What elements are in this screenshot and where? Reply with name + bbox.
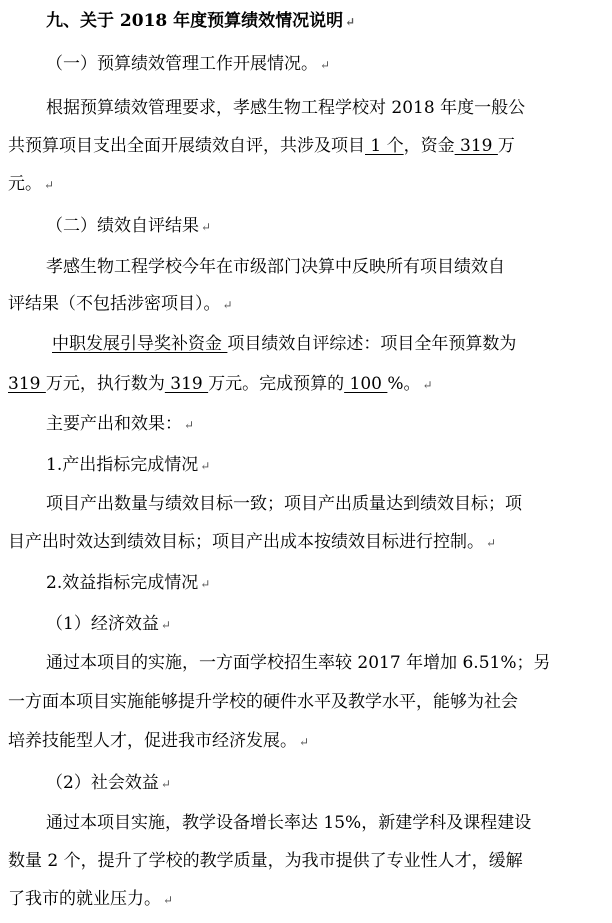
- paragraph-mark: ↵: [184, 418, 195, 432]
- text-run: 通过本项目实施，教学设备增长率达 15%，新建学科及课程建设: [46, 813, 532, 833]
- paragraph-line: [46, 96, 612, 120]
- text-run: 共预算项目支出全面开展绩效自评，共涉及项目: [8, 136, 365, 156]
- item-title: [46, 771, 612, 796]
- paragraph-mark: ↵: [160, 618, 171, 632]
- paragraph-mark: ↵: [200, 459, 211, 473]
- text-run: 了我市的就业压力。: [8, 889, 161, 909]
- paragraph-line: [8, 729, 612, 754]
- paragraph-mark: ↵: [44, 178, 55, 192]
- item-title: [46, 612, 612, 637]
- text-run: 评结果（不包括涉密项目）。: [8, 294, 221, 314]
- paragraph-line: [46, 255, 612, 279]
- subsection-title-text: （一）预算绩效管理工作开展情况。: [46, 54, 318, 74]
- item-title: [46, 571, 612, 596]
- paragraph-line: [8, 887, 612, 912]
- text-run: ，资金: [403, 136, 455, 156]
- paragraph-line: [8, 690, 612, 714]
- paragraph-line: [46, 811, 612, 835]
- paragraph-line: [52, 332, 612, 356]
- heading-text: 九、关于 2018 年度预算绩效情况说明: [46, 11, 344, 31]
- paragraph-line: [8, 134, 612, 158]
- text-run: 2.效益指标完成情况: [46, 573, 199, 593]
- project-count: 1 个: [365, 136, 404, 156]
- text-run: （2）社会效益: [46, 773, 159, 793]
- text-run: 项目绩效自评综述：项目全年预算数为: [227, 334, 517, 354]
- subsection-title-2: [46, 214, 612, 239]
- text-run: 一方面本项目实施能够提升学校的硬件水平及教学水平，能够为社会: [8, 692, 518, 712]
- executed-amount: 319: [164, 374, 209, 394]
- paragraph-line: [46, 492, 612, 516]
- subsection-title-1: [46, 52, 612, 77]
- text-run: （1）经济效益: [46, 614, 159, 634]
- text-run: 万: [497, 136, 515, 156]
- budget-amount: 319: [8, 374, 46, 394]
- paragraph-mark: ↵: [160, 777, 171, 791]
- text-run: 1.产出指标完成情况: [46, 455, 199, 475]
- text-run: 元。: [8, 174, 42, 194]
- paragraph-mark: ↵: [200, 577, 211, 591]
- text-run: %。: [387, 374, 421, 394]
- item-title: [46, 453, 612, 478]
- text-run: 目产出时效达到绩效目标；项目产出成本按绩效目标进行控制。: [8, 532, 484, 552]
- section-heading: [46, 9, 612, 34]
- completion-rate: 100: [344, 374, 388, 394]
- paragraph-line: [46, 651, 612, 675]
- text-run: 万元。完成预算的: [208, 374, 345, 394]
- paragraph-mark: ↵: [163, 893, 174, 907]
- paragraph-line: [8, 849, 612, 873]
- paragraph-mark: ↵: [486, 536, 497, 550]
- text-run: 通过本项目的实施，一方面学校招生率较 2017 年增加 6.51%；另: [46, 653, 551, 673]
- paragraph-mark: ↵: [222, 298, 233, 312]
- text-run: 孝感生物工程学校今年在市级部门决算中反映所有项目绩效自: [46, 257, 505, 277]
- text-run: 培养技能型人才，促进我市经济发展。: [8, 731, 297, 751]
- paragraph-mark: ↵: [299, 735, 310, 749]
- funds-amount: 319: [454, 136, 498, 156]
- paragraph-mark: ↵: [345, 15, 356, 29]
- paragraph-line: [8, 172, 612, 197]
- paragraph-mark: ↵: [201, 220, 212, 234]
- paragraph-mark: ↵: [422, 378, 433, 392]
- text-run: 主要产出和效果：: [46, 414, 182, 434]
- project-name: 中职发展引导奖补资金: [52, 334, 228, 354]
- text-run: 根据预算绩效管理要求，孝感生物工程学校对 2018 年度一般公: [46, 98, 526, 118]
- subsection-title-text: （二）绩效自评结果: [46, 216, 199, 236]
- paragraph-line: [8, 372, 612, 397]
- paragraph-line: [46, 412, 612, 437]
- text-run: 数量 2 个，提升了学校的教学质量，为我市提供了专业性人才，缓解: [8, 851, 523, 871]
- paragraph-line: [8, 292, 612, 317]
- text-run: 万元，执行数为: [45, 374, 165, 394]
- paragraph-line: [8, 530, 612, 555]
- paragraph-mark: ↵: [320, 58, 331, 72]
- text-run: 项目产出数量与绩效目标一致；项目产出质量达到绩效目标；项: [46, 494, 522, 514]
